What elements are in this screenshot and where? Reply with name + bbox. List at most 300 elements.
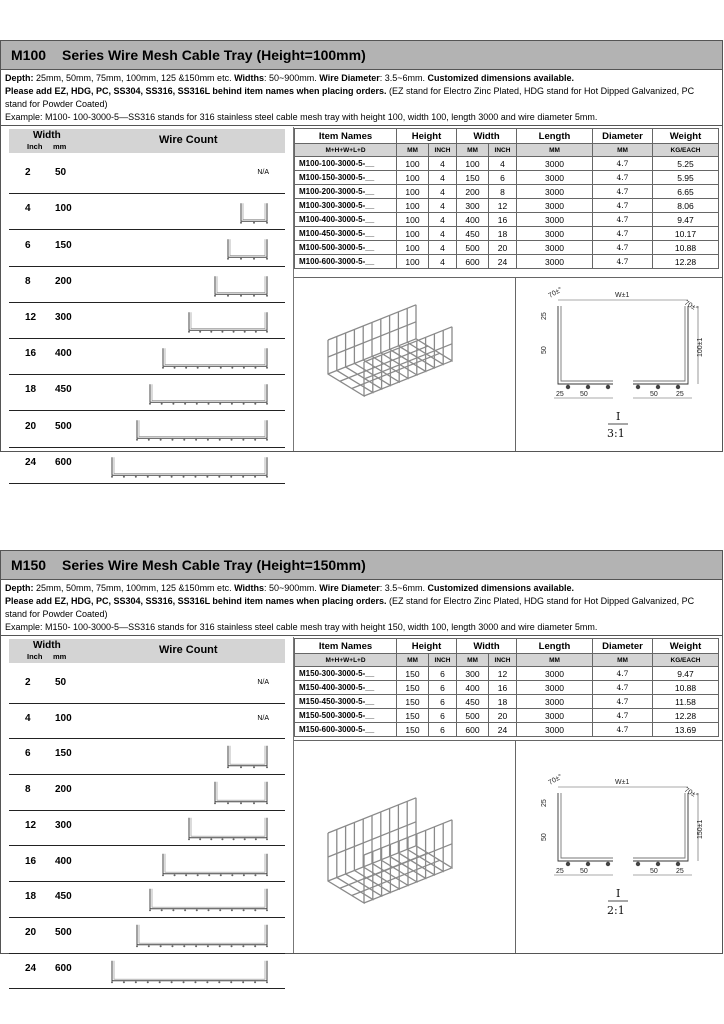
value-cell: 9.47 xyxy=(653,213,719,227)
section-body xyxy=(1,637,722,974)
width-row xyxy=(9,229,285,266)
value-cell: 4.7 xyxy=(593,213,653,227)
value-cell: 3000 xyxy=(517,171,593,185)
width-row xyxy=(9,193,285,230)
width-inch: 2 xyxy=(25,677,31,689)
spec-table xyxy=(294,638,719,737)
column-header-length: Length xyxy=(517,639,593,654)
value-cell: 4.7 xyxy=(593,255,653,269)
value-cell: 20 xyxy=(489,709,517,723)
value-cell: 6 xyxy=(489,171,517,185)
value-cell: 4 xyxy=(429,213,457,227)
width-inch: 12 xyxy=(25,819,37,831)
tray-profile-icon xyxy=(9,193,285,229)
illustration-area xyxy=(294,277,722,451)
cross-section-drawing xyxy=(520,771,720,969)
width-row xyxy=(9,667,285,704)
width-heading: Width xyxy=(33,130,61,141)
diameter-text: : 3.5~6mm. xyxy=(379,583,428,593)
mm-heading: mm xyxy=(53,142,67,151)
value-cell: 18 xyxy=(489,227,517,241)
table-header-row xyxy=(295,129,719,144)
value-cell: 4.7 xyxy=(593,227,653,241)
value-cell: 150 xyxy=(397,681,429,695)
item-name-cell: M100-150-3000-5-__ xyxy=(295,171,397,185)
depth-label: Depth: xyxy=(5,583,34,593)
scale-ratio: 3:1 xyxy=(607,427,625,440)
value-cell: 3000 xyxy=(517,709,593,723)
spec-info xyxy=(1,580,722,636)
value-cell: 4.7 xyxy=(593,157,653,171)
width-mm: 600 xyxy=(55,962,72,974)
width-mm: 300 xyxy=(55,819,72,831)
inch-heading: Inch xyxy=(27,142,43,151)
value-cell: 400 xyxy=(457,213,489,227)
diameter-text: : 3.5~6mm. xyxy=(379,73,428,83)
custom-note: Customized dimensions available. xyxy=(427,583,575,593)
width-inch: 24 xyxy=(25,962,37,974)
cross-section-drawing xyxy=(520,284,720,442)
mm-heading: mm xyxy=(53,652,67,661)
section-header xyxy=(1,551,722,580)
value-cell: 3000 xyxy=(517,199,593,213)
item-name-cell: M100-400-3000-5-__ xyxy=(295,213,397,227)
value-cell: 4 xyxy=(429,241,457,255)
section-header xyxy=(1,41,722,70)
spec-table xyxy=(294,128,719,269)
width-inch: 4 xyxy=(25,712,31,724)
dimension-25-bottom: 25 xyxy=(556,391,564,398)
value-cell: 24 xyxy=(489,723,517,737)
dimension-25-side: 25 xyxy=(541,312,548,320)
table-row xyxy=(295,185,719,199)
column-header-item: Item Names xyxy=(295,639,397,654)
wire-dot xyxy=(586,862,590,866)
value-cell: 4 xyxy=(429,171,457,185)
wire-dot xyxy=(636,385,640,389)
unit-header: MM xyxy=(593,144,653,157)
item-name-cell: M150-600-3000-5-__ xyxy=(295,723,397,737)
width-row xyxy=(9,953,285,990)
item-name-cell: M150-500-3000-5-__ xyxy=(295,709,397,723)
widths-label: Widths xyxy=(234,73,264,83)
value-cell: 6 xyxy=(429,681,457,695)
value-cell: 12 xyxy=(489,199,517,213)
width-mm: 400 xyxy=(55,855,72,867)
depth-text: 25mm, 50mm, 75mm, 100mm, 125 &150mm etc. xyxy=(33,583,235,593)
value-cell: 6 xyxy=(429,667,457,681)
value-cell: 4 xyxy=(429,227,457,241)
column-header-diameter: Diameter xyxy=(593,639,653,654)
value-cell: 6.65 xyxy=(653,185,719,199)
tray-profile-icon xyxy=(9,266,285,302)
width-row xyxy=(9,774,285,811)
tray-profile-icon xyxy=(9,810,285,846)
value-cell: 5.25 xyxy=(653,157,719,171)
width-mm: 150 xyxy=(55,748,72,760)
width-mm: 450 xyxy=(55,384,72,396)
table-row xyxy=(295,171,719,185)
width-row xyxy=(9,302,285,339)
width-heading: Width xyxy=(33,640,61,651)
value-cell: 10.88 xyxy=(653,241,719,255)
width-inch: 8 xyxy=(25,275,31,287)
column-header-item: Item Names xyxy=(295,129,397,144)
wire-count-header xyxy=(9,639,285,663)
inch-heading: Inch xyxy=(27,652,43,661)
dimension-50-side: 50 xyxy=(541,833,548,841)
unit-header: KG/EACH xyxy=(653,654,719,667)
value-cell: 6 xyxy=(429,723,457,737)
width-mm: 400 xyxy=(55,348,72,360)
value-cell: 3000 xyxy=(517,723,593,737)
item-name-cell: M100-450-3000-5-__ xyxy=(295,227,397,241)
value-cell: 3000 xyxy=(517,681,593,695)
column-header-width: Width xyxy=(457,129,517,144)
tray-profile-icon xyxy=(9,917,285,953)
table-row xyxy=(295,241,719,255)
value-cell: 10.88 xyxy=(653,681,719,695)
table-row xyxy=(295,227,719,241)
column-header-weight: Weight xyxy=(653,129,719,144)
unit-header: INCH xyxy=(489,144,517,157)
item-name-cell: M100-500-3000-5-__ xyxy=(295,241,397,255)
table-row xyxy=(295,667,719,681)
value-cell: 4 xyxy=(429,157,457,171)
value-cell: 4.7 xyxy=(593,695,653,709)
value-cell: 5.95 xyxy=(653,171,719,185)
width-inch: 6 xyxy=(25,748,31,760)
finish-note: (EZ stand for Electro Zinc Plated, HDG stand for Hot Dipped Galvanized, PC stand for Powder Coated) xyxy=(5,596,695,619)
table-row xyxy=(295,695,719,709)
table-row xyxy=(295,681,719,695)
item-name-cell: M100-300-3000-5-__ xyxy=(295,199,397,213)
item-name-cell: M100-600-3000-5-__ xyxy=(295,255,397,269)
width-mm: 200 xyxy=(55,784,72,796)
value-cell: 20 xyxy=(489,241,517,255)
width-inch: 2 xyxy=(25,167,31,179)
section-body xyxy=(1,127,722,468)
table-subheader-row xyxy=(295,654,719,667)
height-dimension: 100±1 xyxy=(697,337,704,357)
not-available-label: N/A xyxy=(257,679,269,687)
unit-header: MM xyxy=(517,144,593,157)
tray-profile-icon xyxy=(9,410,285,446)
depth-label: Depth: xyxy=(5,73,34,83)
item-name-cell: M150-400-3000-5-__ xyxy=(295,681,397,695)
example-note: Example: M100- 100-3000-5—SS316 stands for 316 stainless steel cable mesh tray with height 100, width 100, length 3000 and wire diameter 5mm. xyxy=(5,112,598,122)
diameter-label: Wire Diameter xyxy=(319,73,380,83)
value-cell: 100 xyxy=(397,241,429,255)
not-available-label: N/A xyxy=(257,714,269,722)
widths-text: : 50~900mm. xyxy=(264,583,320,593)
wire-mesh-tray-illustration xyxy=(308,771,508,969)
width-row xyxy=(9,157,285,194)
tray-profile-icon xyxy=(9,774,285,810)
wire-count-panel xyxy=(1,637,294,974)
value-cell: 18 xyxy=(489,695,517,709)
table-row xyxy=(295,709,719,723)
width-dimension: W±1 xyxy=(615,292,630,299)
unit-header: MM xyxy=(457,144,489,157)
width-row xyxy=(9,410,285,447)
width-inch: 18 xyxy=(25,891,37,903)
dimension-50-bottom: 50 xyxy=(580,868,588,875)
custom-note: Customized dimensions available. xyxy=(427,73,575,83)
unit-header: MM xyxy=(457,654,489,667)
tray-profile-icon xyxy=(9,953,285,989)
value-cell: 3000 xyxy=(517,157,593,171)
spec-info xyxy=(1,70,722,126)
width-row xyxy=(9,846,285,883)
width-row xyxy=(9,703,285,740)
value-cell: 4.7 xyxy=(593,723,653,737)
width-mm: 500 xyxy=(55,420,72,432)
wire-dot xyxy=(566,862,570,866)
depth-text: 25mm, 50mm, 75mm, 100mm, 125 &150mm etc. xyxy=(33,73,235,83)
column-header-height: Height xyxy=(397,639,457,654)
width-mm: 100 xyxy=(55,203,72,215)
value-cell: 100 xyxy=(397,213,429,227)
wire-count-panel xyxy=(1,127,294,468)
width-mm: 200 xyxy=(55,275,72,287)
item-name-cell: M150-450-3000-5-__ xyxy=(295,695,397,709)
value-cell: 150 xyxy=(397,695,429,709)
wire-dot xyxy=(656,385,660,389)
value-cell: 450 xyxy=(457,695,489,709)
example-note: Example: M150- 100-3000-5—SS316 stands for 316 stainless steel cable mesh tray with height 150, width 100, length 3000 and wire diameter 5mm. xyxy=(5,622,598,632)
divider xyxy=(515,741,516,953)
value-cell: 100 xyxy=(397,227,429,241)
column-header-diameter: Diameter xyxy=(593,129,653,144)
angle-label-right: 70±° xyxy=(683,299,700,313)
finish-note: (EZ stand for Electro Zinc Plated, HDG stand for Hot Dipped Galvanized, PC stand for Powder Coated) xyxy=(5,86,695,109)
not-available-label: N/A xyxy=(257,169,269,177)
unit-header: KG/EACH xyxy=(653,144,719,157)
unit-header: INCH xyxy=(429,654,457,667)
width-mm: 300 xyxy=(55,312,72,324)
wire-mesh-tray-illustration xyxy=(308,286,508,444)
dimension-50-side: 50 xyxy=(541,346,548,354)
width-mm: 50 xyxy=(55,677,67,689)
value-cell: 4 xyxy=(429,185,457,199)
width-row xyxy=(9,447,285,484)
divider xyxy=(515,278,516,451)
angle-label-left: 70±° xyxy=(547,773,564,787)
value-cell: 150 xyxy=(397,709,429,723)
unit-header: MM xyxy=(593,654,653,667)
value-cell: 300 xyxy=(457,667,489,681)
value-cell: 4.7 xyxy=(593,709,653,723)
value-cell: 100 xyxy=(397,199,429,213)
value-cell: 4 xyxy=(429,199,457,213)
diameter-label: Wire Diameter xyxy=(319,583,380,593)
angle-label-right: 70±° xyxy=(683,786,700,800)
value-cell: 24 xyxy=(489,255,517,269)
table-row xyxy=(295,199,719,213)
wire-dot xyxy=(606,862,610,866)
value-cell: 3000 xyxy=(517,241,593,255)
value-cell: 4.7 xyxy=(593,171,653,185)
value-cell: 3000 xyxy=(517,255,593,269)
profile-right xyxy=(633,793,688,861)
width-row xyxy=(9,266,285,303)
dimension-25-bottom: 25 xyxy=(676,868,684,875)
value-cell: 500 xyxy=(457,709,489,723)
order-note: Please add EZ, HDG, PC, SS304, SS316, SS316L behind item names when placing orders. xyxy=(5,86,387,96)
tray-profile-icon xyxy=(9,338,285,374)
series-title: Series Wire Mesh Cable Tray (Height=150mm) xyxy=(62,557,366,573)
value-cell: 4.7 xyxy=(593,199,653,213)
value-cell: 6 xyxy=(429,695,457,709)
width-row xyxy=(9,917,285,954)
value-cell: 400 xyxy=(457,681,489,695)
value-cell: 4 xyxy=(429,255,457,269)
tray-profile-icon xyxy=(9,447,285,483)
wire-dot xyxy=(636,862,640,866)
value-cell: 8.06 xyxy=(653,199,719,213)
width-inch: 16 xyxy=(25,348,37,360)
unit-header: MM xyxy=(397,654,429,667)
column-header-length: Length xyxy=(517,129,593,144)
value-cell: 16 xyxy=(489,681,517,695)
wire-dot xyxy=(586,385,590,389)
table-subheader-row xyxy=(295,144,719,157)
angle-label-left: 70±° xyxy=(547,286,564,300)
width-inch: 18 xyxy=(25,384,37,396)
dimension-50-bottom: 50 xyxy=(580,391,588,398)
width-row xyxy=(9,738,285,775)
value-cell: 12.28 xyxy=(653,255,719,269)
scale-ratio: 2:1 xyxy=(607,904,625,917)
wire-dot xyxy=(566,385,570,389)
value-cell: 12.28 xyxy=(653,709,719,723)
table-row xyxy=(295,723,719,737)
table-row xyxy=(295,213,719,227)
unit-header: MM xyxy=(397,144,429,157)
unit-header: M+H+W+L+D xyxy=(295,654,397,667)
series-title: Series Wire Mesh Cable Tray (Height=100mm) xyxy=(62,47,366,63)
table-row xyxy=(295,255,719,269)
profile-inner xyxy=(633,306,685,381)
widths-text: : 50~900mm. xyxy=(264,73,320,83)
width-mm: 50 xyxy=(55,167,67,179)
value-cell: 300 xyxy=(457,199,489,213)
value-cell: 100 xyxy=(397,185,429,199)
value-cell: 100 xyxy=(457,157,489,171)
value-cell: 150 xyxy=(397,667,429,681)
tray-profile-icon xyxy=(9,374,285,410)
unit-header: MM xyxy=(517,654,593,667)
width-inch: 6 xyxy=(25,239,31,251)
value-cell: 150 xyxy=(397,723,429,737)
width-inch: 12 xyxy=(25,312,37,324)
profile-inner xyxy=(561,793,613,858)
value-cell: 600 xyxy=(457,723,489,737)
width-inch: 16 xyxy=(25,855,37,867)
value-cell: 3000 xyxy=(517,695,593,709)
value-cell: 6 xyxy=(429,709,457,723)
value-cell: 4.7 xyxy=(593,241,653,255)
width-row xyxy=(9,810,285,847)
width-inch: 20 xyxy=(25,926,37,938)
wire-dot xyxy=(676,862,680,866)
value-cell: 3000 xyxy=(517,227,593,241)
profile-inner xyxy=(561,306,613,381)
width-mm: 100 xyxy=(55,712,72,724)
value-cell: 4.7 xyxy=(593,681,653,695)
dimension-25-bottom: 25 xyxy=(556,868,564,875)
dimension-25-side: 25 xyxy=(541,799,548,807)
unit-header: INCH xyxy=(429,144,457,157)
column-header-weight: Weight xyxy=(653,639,719,654)
tray-profile-icon xyxy=(9,846,285,882)
detail-marker: I xyxy=(616,887,621,900)
tray-profile-icon xyxy=(9,881,285,917)
value-cell: 500 xyxy=(457,241,489,255)
wire-count-heading: Wire Count xyxy=(159,644,218,656)
column-header-height: Height xyxy=(397,129,457,144)
dimension-50-bottom: 50 xyxy=(650,391,658,398)
series-code: M100 xyxy=(11,47,47,63)
value-cell: 16 xyxy=(489,213,517,227)
detail-marker: I xyxy=(616,410,621,423)
value-cell: 8 xyxy=(489,185,517,199)
value-cell: 600 xyxy=(457,255,489,269)
profile-inner xyxy=(633,793,685,858)
column-header-width: Width xyxy=(457,639,517,654)
width-mm: 450 xyxy=(55,891,72,903)
value-cell: 11.58 xyxy=(653,695,719,709)
value-cell: 12 xyxy=(489,667,517,681)
table-row xyxy=(295,157,719,171)
value-cell: 4.7 xyxy=(593,667,653,681)
unit-header: M+H+W+L+D xyxy=(295,144,397,157)
width-row xyxy=(9,338,285,375)
wire-dot xyxy=(656,862,660,866)
value-cell: 3000 xyxy=(517,185,593,199)
value-cell: 3000 xyxy=(517,213,593,227)
value-cell: 100 xyxy=(397,255,429,269)
item-name-cell: M150-300-3000-5-__ xyxy=(295,667,397,681)
profile-left xyxy=(558,793,613,861)
width-inch: 8 xyxy=(25,784,31,796)
illustration-area xyxy=(294,740,722,953)
value-cell: 4.7 xyxy=(593,185,653,199)
value-cell: 3000 xyxy=(517,667,593,681)
width-dimension: W±1 xyxy=(615,779,630,786)
tray-profile-icon xyxy=(9,229,285,265)
tray-profile-icon xyxy=(9,302,285,338)
value-cell: 100 xyxy=(397,171,429,185)
value-cell: 10.17 xyxy=(653,227,719,241)
profile-right xyxy=(633,306,688,384)
value-cell: 150 xyxy=(457,171,489,185)
value-cell: 13.69 xyxy=(653,723,719,737)
width-inch: 20 xyxy=(25,420,37,432)
width-inch: 4 xyxy=(25,203,31,215)
dimension-50-bottom: 50 xyxy=(650,868,658,875)
product-section-m100 xyxy=(0,40,723,468)
width-row xyxy=(9,881,285,918)
value-cell: 450 xyxy=(457,227,489,241)
wire-dot xyxy=(606,385,610,389)
value-cell: 9.47 xyxy=(653,667,719,681)
item-name-cell: M100-100-3000-5-__ xyxy=(295,157,397,171)
item-name-cell: M100-200-3000-5-__ xyxy=(295,185,397,199)
height-dimension: 150±1 xyxy=(697,819,704,839)
value-cell: 4 xyxy=(489,157,517,171)
